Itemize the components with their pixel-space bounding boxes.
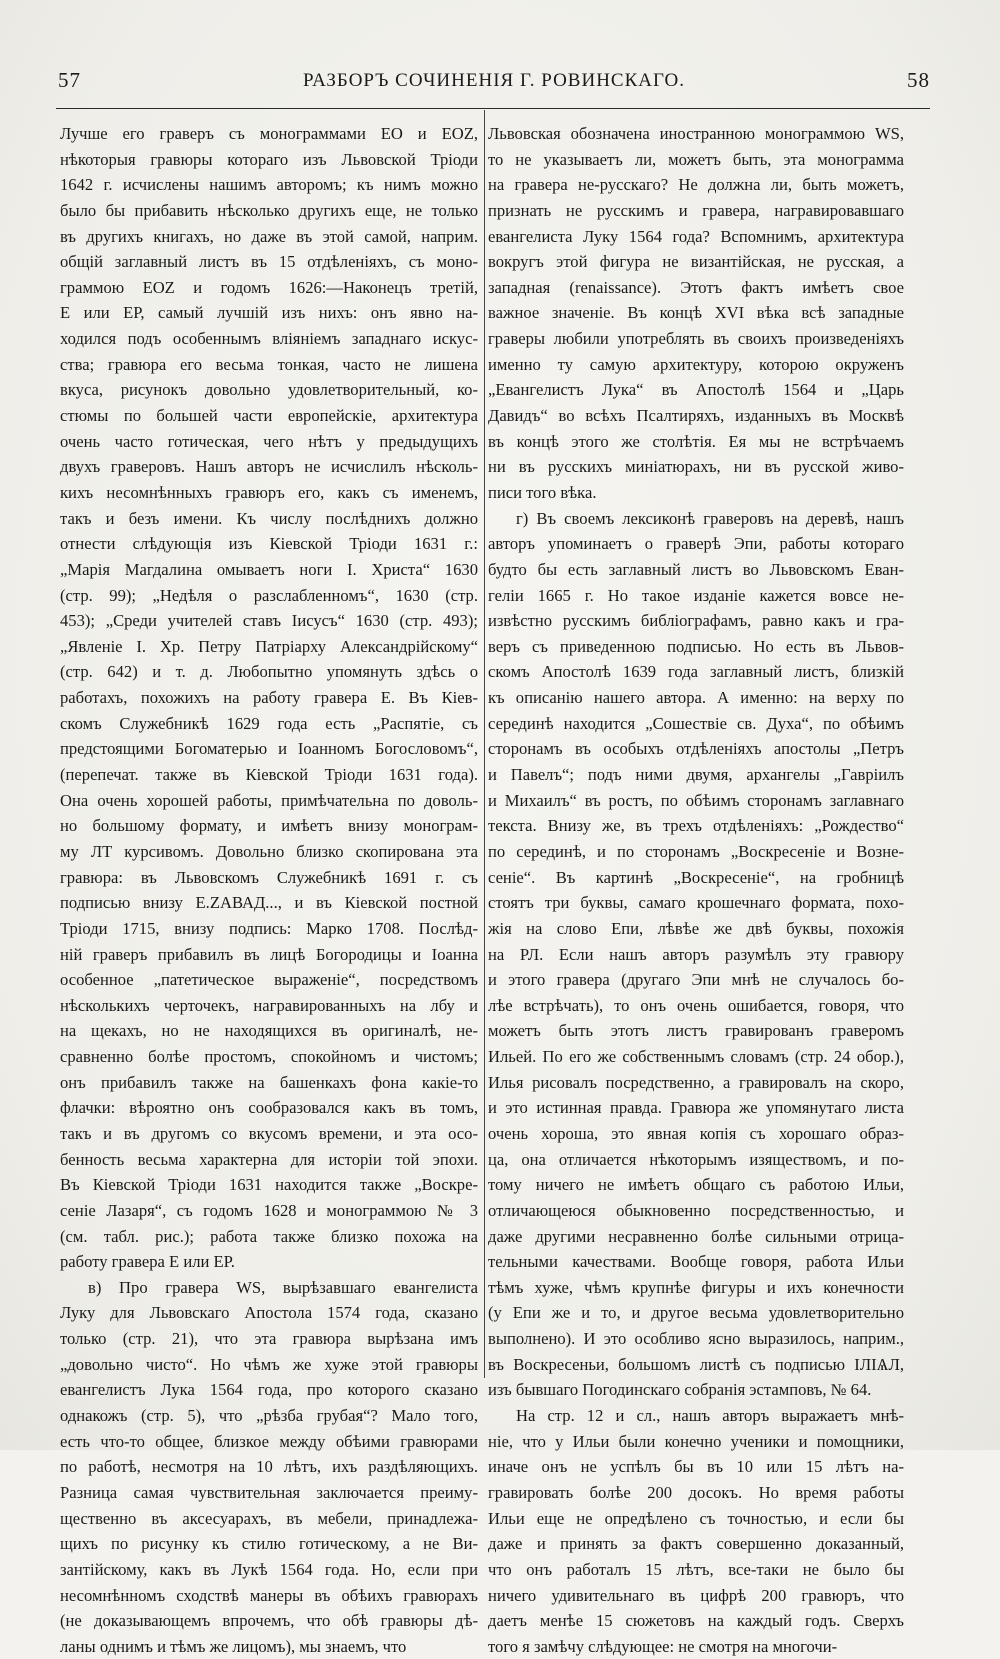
text-line: было бы прибавить нѣсколько другихъ еще, не только: [60, 200, 478, 220]
text-line: вокругъ этой фигура не византійская, не русская, а: [488, 252, 904, 272]
text-line: ничего удивительнаго въ цифрѣ 200 гравюръ, что: [488, 1585, 904, 1605]
running-title: РАЗБОРЪ СОЧИНЕНІЯ Г. РОВИНСКАГО.: [303, 70, 685, 91]
text-line: несомнѣнномъ сходствѣ манеры въ обѣихъ гравюрахъ: [60, 1585, 478, 1605]
text-line: лѣе встрѣчать), то онъ очень ошибается, говоря, что: [488, 995, 904, 1015]
text-line: ланы однимъ и тѣмъ же лицомъ), мы знаемъ, что: [60, 1636, 407, 1656]
text-line: стоятъ три буквы, самаго крошечнаго формата, похо-: [488, 893, 904, 913]
text-line: работу гравера Е или ЕР.: [60, 1252, 235, 1272]
text-line: Въ Кіевской Тріоди 1631 находится также „Воскре-: [60, 1175, 478, 1195]
text-line: писи того вѣка.: [488, 482, 597, 502]
text-line: ни въ русскихъ миніатюрахъ, ни въ русской живо-: [488, 457, 904, 477]
text-line: (у Епи же и то, и другое весьма удовлетворительно: [488, 1303, 904, 1323]
text-line: гравировать болѣе 200 досокъ. Но время работы: [488, 1482, 904, 1502]
text-line: Е или ЕР, самый лучшій изъ нихъ: онъ явно на-: [60, 303, 478, 323]
text-line: особенное „патетическое выраженіе“, посредствомъ: [60, 970, 478, 990]
text-line: Тріоди 1715, внизу подпись: Марко 1708. Послѣд-: [60, 918, 478, 938]
text-line: и Михаилъ“ въ ростъ, по обѣимъ сторонамъ заглавнаго: [488, 790, 904, 810]
text-line: отнести слѣдующія изъ Кіевской Тріоди 1631 г.:: [60, 534, 478, 554]
text-line: Давидъ“ во всѣхъ Псалтиряхъ, изданныхъ въ Москвѣ: [488, 406, 904, 426]
text-line: и этого гравера (другаго Эпи мнѣ не случалось бо-: [488, 970, 904, 990]
text-line: однакожъ (стр. 5), что „рѣзба грубая“? Мало того,: [60, 1406, 478, 1426]
text-line: работахъ, похожихъ на работу гравера Е. Въ Кіев-: [60, 688, 478, 708]
text-line: (см. табл. рис.); работа также близко похожа на: [60, 1226, 478, 1246]
page-number-left: 57: [58, 68, 81, 92]
text-line: Луку для Львовскаго Апостола 1574 года, сказано: [60, 1303, 478, 1323]
text-line: 1642 г. исчислены нашимъ авторомъ; къ нимъ можно: [60, 175, 478, 195]
text-line: серединѣ находится „Сошествіе св. Духа“, по обѣимъ: [488, 713, 904, 733]
text-line: такъ и безъ имени. Къ числу послѣднихъ должно: [60, 508, 478, 528]
text-line: бенность весьма характерна для исторіи той эпохи.: [60, 1149, 478, 1169]
text-line: му ЛТ курсивомъ. Довольно близко скопирована эта: [60, 841, 478, 861]
text-line: „довольно чисто“. Но чѣмъ же хуже этой гравюры: [60, 1354, 478, 1374]
text-line: ства; гравюра его весьма тонкая, часто не лишена: [60, 354, 478, 374]
text-line: „Явленіе І. Хр. Петру Патріарху Александрійскому“: [60, 636, 478, 656]
text-line: зантійскому, какъ въ Лукѣ 1564 года. Но, если при: [60, 1559, 478, 1579]
text-line: евангелистъ Лука 1564 года, про которого сказано: [60, 1380, 478, 1400]
text-line: скомъ Служебникѣ 1629 года есть „Распятіе, съ: [60, 713, 478, 733]
text-line: къ описанію нашего автора. А именно: на верху по: [488, 688, 904, 708]
left-column: [60, 121, 478, 1656]
text-line: отличающеюся обыкновенно посредственностью, и: [488, 1200, 904, 1220]
text-line: (стр. 99); „Недѣля о разслабленномъ“, 1630 (стр.: [60, 585, 478, 605]
text-line: тому ничего не имѣетъ общаго съ работою Ильи,: [488, 1175, 904, 1195]
text-line: именно ту самую архитектуру, которою окруженъ: [488, 354, 904, 374]
text-line: (перепечат. также въ Кіевской Тріоди 1631 года).: [60, 765, 478, 785]
text-line: тѣмъ хуже, чѣмъ крупнѣе фигуры и ихъ конечности: [488, 1277, 904, 1297]
text-line: вкуса, рисунокъ довольно удовлетворительный, ко-: [60, 380, 478, 400]
text-line: двухъ граверовъ. Нашъ авторъ не исчислилъ нѣсколь-: [60, 457, 478, 477]
text-line: граммою ЕОZ и годомъ 1626:—Наконецъ третій,: [60, 277, 478, 297]
text-line: евангелиста Луку 1564 года? Вспомнимъ, архитектура: [488, 226, 904, 246]
text-line: на щекахъ, но не находящихся въ оригиналѣ, не-: [60, 1021, 478, 1041]
text-line: западная (renaissance). Этотъ фактъ имѣетъ свое: [488, 277, 904, 297]
page-number-right: 58: [907, 68, 930, 92]
text-line: 453); „Среди учителей ставъ Іисусъ“ 1630 (стр. 493);: [60, 611, 478, 631]
text-line: того я замѣчу слѣдующее: не смотря на многочи-: [488, 1636, 838, 1656]
text-line: выполнено). И это особливо ясно выразилось, наприм.,: [488, 1329, 904, 1349]
text-line: но большому формату, и имѣетъ внизу монограм-: [60, 816, 478, 836]
text-line: извѣстно русскимъ библіографамъ, равно какъ и гра-: [488, 611, 904, 631]
text-line: сеніе“. Въ картинѣ „Воскресеніе“, на гробницѣ: [488, 867, 904, 887]
text-line: иначе онъ не успѣлъ бы въ 10 или 15 лѣтъ на-: [488, 1457, 904, 1477]
text-line: очень хороша, это явная копія съ хорошаго образ-: [488, 1124, 904, 1143]
text-line: можетъ быть этотъ листъ гравированъ граверомъ: [488, 1021, 904, 1041]
text-line: кихъ несомнѣнныхъ гравюръ его, какъ съ именемъ,: [60, 482, 478, 502]
text-line: даетъ менѣе 15 сюжетовъ на каждый годъ. Сверхъ: [488, 1611, 904, 1631]
text-line: веръ съ приведенною подписью. Но есть въ Львов-: [488, 636, 904, 656]
text-line: есть что-то общее, близкое между обѣими гравюрами: [60, 1431, 478, 1451]
text-line: ходился подъ особеннымъ вліяніемъ западнаго искус-: [60, 329, 478, 349]
text-line: изъ бывшаго Погодинскаго собранія эстамповъ, № 64.: [488, 1380, 872, 1400]
text-line: даже и принять за фактъ совершенно доказанный,: [488, 1534, 904, 1554]
text-line: нѣкоторыя гравюры котораго изъ Львовской Тріоди: [60, 149, 478, 169]
text-line: геліи 1665 г. Но такое изданіе кажется вовсе не-: [488, 585, 904, 605]
text-line: то не указываетъ ли, можетъ быть, эта монограмма: [488, 149, 904, 169]
text-line: в) Про гравера WS, вырѣзавшаго евангелиста: [88, 1277, 478, 1297]
text-line: ній граверъ прибавилъ въ лицѣ Богородицы и Іоанна: [60, 944, 478, 964]
text-line: предстоящими Богоматерью и Іоанномъ Богословомъ“,: [60, 739, 478, 759]
text-line: даже другими несравненно болѣе сильными отрица-: [488, 1226, 904, 1246]
text-line: Ильей. По его же собственнымъ словамъ (стр. 24 обор.),: [488, 1047, 904, 1067]
text-line: онъ прибавилъ также на башенкахъ фона какіе-то: [60, 1072, 478, 1092]
text-line: г) Въ своемъ лексиконѣ граверовъ на деревѣ, нашъ: [516, 508, 904, 528]
text-line: въ другихъ книгахъ, но даже въ этой самой, наприм.: [60, 226, 478, 246]
header-rule: [56, 108, 930, 109]
text-line: въ концѣ этого же столѣтія. Ея мы не встрѣчаемъ: [488, 431, 904, 451]
right-column: [488, 121, 904, 1656]
text-line: щихъ по рисунку къ стилю готическому, а не Ви-: [60, 1534, 478, 1554]
text-line: сторонамъ въ особыхъ отдѣленіяхъ апостолы „Петръ: [488, 739, 904, 759]
text-line: щественно въ аксесуарахъ, въ мебели, принадлежа-: [60, 1508, 478, 1528]
text-line: (не доказывающемъ впрочемъ, что обѣ гравюры дѣ-: [60, 1611, 478, 1631]
text-line: гравюра: въ Львовскомъ Служебникѣ 1691 г. съ: [60, 867, 478, 887]
text-line: признать не русскимъ и гравера, награвировавшаго: [488, 200, 904, 220]
text-line: Ильи еще не опредѣлено съ точностью, и если бы: [488, 1508, 904, 1528]
text-line: подписью внизу Е.ZАВАД..., и въ Кіевской постной: [60, 893, 478, 913]
text-line: „Евангелистъ Лука“ въ Апостолѣ 1564 и „Царь: [488, 380, 904, 400]
text-line: Илья рисовалъ посредственно, а гравировалъ на скоро,: [488, 1072, 904, 1092]
text-line: Разница самая чувствительная заключается преиму-: [60, 1482, 478, 1502]
text-line: „Марія Магдалина омываетъ ноги І. Христа“ 1630: [60, 559, 478, 579]
text-line: скомъ Апостолѣ 1639 года заглавный листъ, близкій: [488, 662, 904, 682]
text-line: по серединѣ, и по сторонамъ „Воскресеніе и Возне-: [488, 841, 904, 861]
column-divider: [484, 110, 485, 1378]
text-line: въ Воскресеньи, большомъ листѣ съ подписью ІЛІѦЛ,: [488, 1354, 904, 1374]
running-header: [58, 68, 930, 98]
text-line: авторъ упоминаетъ о граверѣ Эпи, работы котораго: [488, 534, 904, 554]
text-line: текста. Внизу же, въ трехъ отдѣленіяхъ: „Рождество“: [488, 816, 904, 836]
text-line: что онъ работалъ 15 лѣтъ, все-таки не было бы: [488, 1559, 904, 1579]
text-line: ца, она отличается нѣкоторымъ изяществомъ, и по-: [488, 1149, 904, 1169]
text-line: общій заглавный листъ въ 15 отдѣленіяхъ, съ моно-: [60, 252, 478, 272]
text-line: по работѣ, несмотря на 10 лѣтъ, ихъ раздѣляющихъ.: [60, 1457, 478, 1477]
text-line: будто бы есть заглавный листъ во Львовскомъ Еван-: [488, 559, 904, 579]
text-line: только (стр. 21), что эта гравюра вырѣзана имъ: [60, 1329, 478, 1349]
text-line: сравненно болѣе простомъ, спокойномъ и чистомъ;: [60, 1047, 478, 1067]
text-line: Львовская обозначена иностранною монограммою WS,: [488, 124, 904, 143]
text-line: (стр. 642) и т. д. Любопытно упомянуть здѣсь о: [60, 662, 478, 682]
text-line: такъ и въ другомъ со вкусомъ времени, и эта осо-: [60, 1123, 478, 1143]
text-line: на РЛ. Если нашъ авторъ разумѣлъ эту гравюру: [488, 944, 904, 964]
text-line: флачки: вѣроятно онъ сообразовался какъ въ томъ,: [60, 1098, 478, 1118]
text-line: очень часто готическая, чего нѣтъ у предыдущихъ: [60, 431, 478, 451]
text-line: ніе, что у Ильи были конечно ученики и помощники,: [488, 1431, 904, 1451]
text-line: важное значеніе. Въ концѣ XVI вѣка всѣ западные: [488, 303, 904, 323]
text-line: На стр. 12 и сл., нашъ авторъ выражаетъ мнѣ-: [516, 1406, 904, 1426]
text-line: Она очень хорошей работы, примѣчательна по доволь-: [60, 790, 478, 810]
text-line: нѣсколькихъ черточекъ, награвированныхъ на лбу и: [60, 995, 478, 1015]
text-line: Лучше его граверъ съ монограммами ЕО и ЕОZ,: [60, 124, 478, 143]
text-line: сеніе Лазаря“, съ годомъ 1628 и монограммою № 3: [60, 1200, 478, 1220]
text-line: жія на слово Епи, лѣвѣе же двѣ буквы, похожія: [488, 918, 904, 938]
text-line: на гравера не-русскаго? Не должна ли, быть можетъ,: [488, 175, 904, 195]
text-line: и это истинная правда. Гравюра же упомянутаго листа: [488, 1098, 904, 1118]
text-line: стюмы по большей части европейскіе, архитектура: [60, 406, 478, 426]
text-line: граверы любили употреблять въ своихъ произведеніяхъ: [488, 329, 904, 349]
text-line: и Павелъ“; подъ ними двумя, архангелы „Гавріилъ: [488, 765, 904, 785]
text-line: тельными качествами. Вообще говоря, работа Ильи: [488, 1252, 904, 1272]
